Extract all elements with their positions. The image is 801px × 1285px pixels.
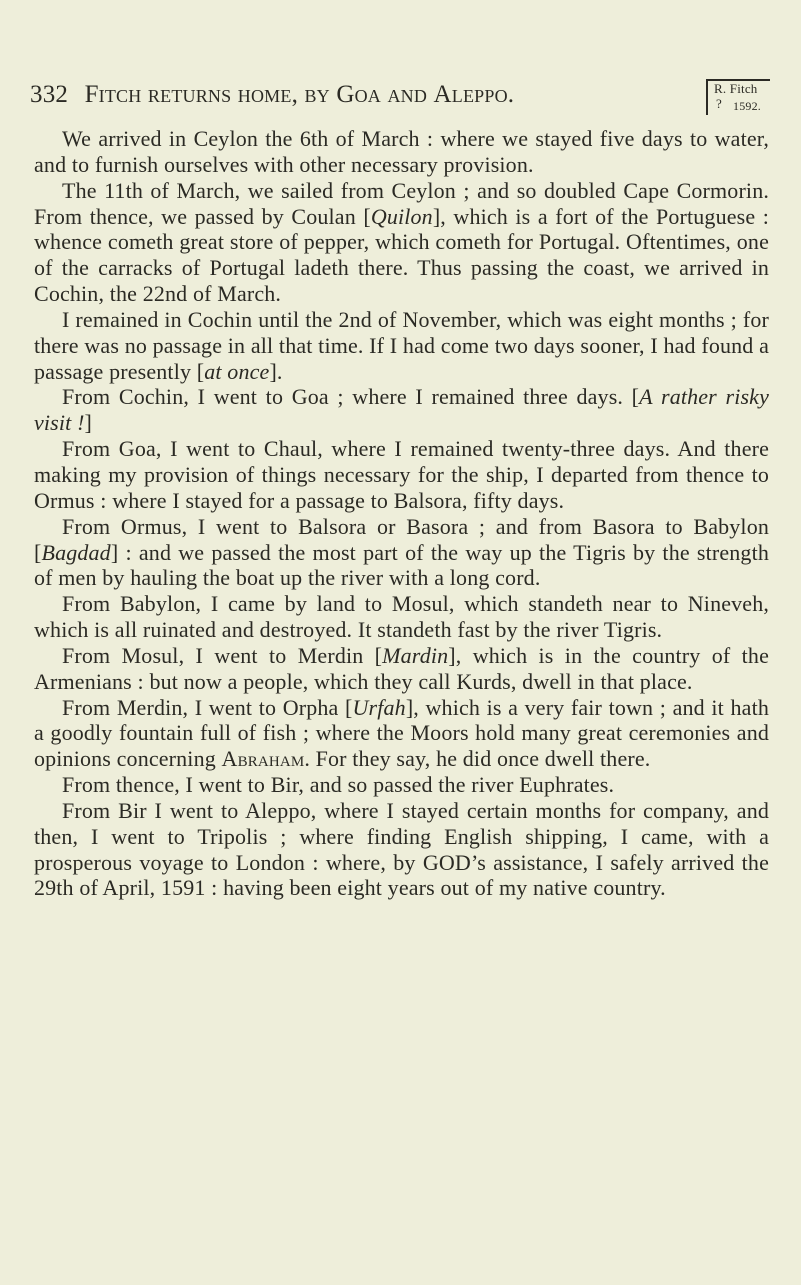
paragraph: From Ormus, I went to Balsora or Basora ; and from Basora to Babylon [Bagdad] : and we passed the most part of the way up the Tigris by the strength of men by hauling the boat up the river with a long cord. xyxy=(34,513,769,591)
paragraph: From Bir I went to Aleppo, where I stayed certain months for company, and then, I went to Tripolis ; where finding English shipping, I came, with a prosperous voyage to London : where, by GOD’s assistance, I safely arrived the 29th of April, 1591 : having been eight years out of my native country. xyxy=(34,797,769,901)
page-number: 332 xyxy=(30,81,69,108)
paragraph: From Babylon, I came by land to Mosul, which standeth near to Nineveh, which is all ruinated and destroyed. It standeth fast by the river Tigris. xyxy=(34,591,769,643)
side-note-year: 1592. xyxy=(733,99,761,113)
paragraph: The 11th of March, we sailed from Ceylon ; and so doubled Cape Cormorin. From thence, we passed by Coulan [Quilon], which is a fort of the Portuguese : whence cometh great store of pepper, which cometh for Portugal. Oftentimes, one of the carracks of Portugal ladeth there. Thus passing the coast, we arrived in Cochin, the 22nd of March. xyxy=(34,177,769,307)
paragraph: From thence, I went to Bir, and so passed the river Euphrates. xyxy=(62,772,615,798)
paragraph: From Mosul, I went to Merdin [Mardin], which is in the country of the Armenians : but now a people, which they call Kurds, dwell in that place. xyxy=(34,642,769,694)
running-header xyxy=(30,81,770,113)
running-title: Fitch returns home, by Goa and Aleppo. xyxy=(84,81,515,108)
paragraph: From Cochin, I went to Goa ; where I remained three days. [A rather risky visit !] xyxy=(34,384,770,436)
paragraph: I remained in Cochin until the 2nd of November, which was eight months ; for there was no passage in all that time. If I had come two days sooner, I had found a passage presently [at once]. xyxy=(34,306,769,384)
paragraph: From Merdin, I went to Orpha [Urfah], which is a very fair town ; and it hath a goodly fountain full of fish ; where the Moors hold many great ceremonies and opinions concerning Abraham. For they say, he did once dwell there. xyxy=(34,694,769,772)
body-text xyxy=(34,126,769,901)
side-note-author: R. Fitch xyxy=(714,81,758,96)
paragraph: From Goa, I went to Chaul, where I remained twenty-three days. And there making my provision of things necessary for the ship, I departed from thence to Ormus : where I stayed for a passage to Balsora, fifty days. xyxy=(34,436,769,513)
side-note-bracket xyxy=(706,79,770,115)
side-note-query: ? xyxy=(716,96,722,111)
paragraph: We arrived in Ceylon the 6th of March : where we stayed five days to water, and to furnish ourselves with other necessary provision. xyxy=(34,126,769,177)
